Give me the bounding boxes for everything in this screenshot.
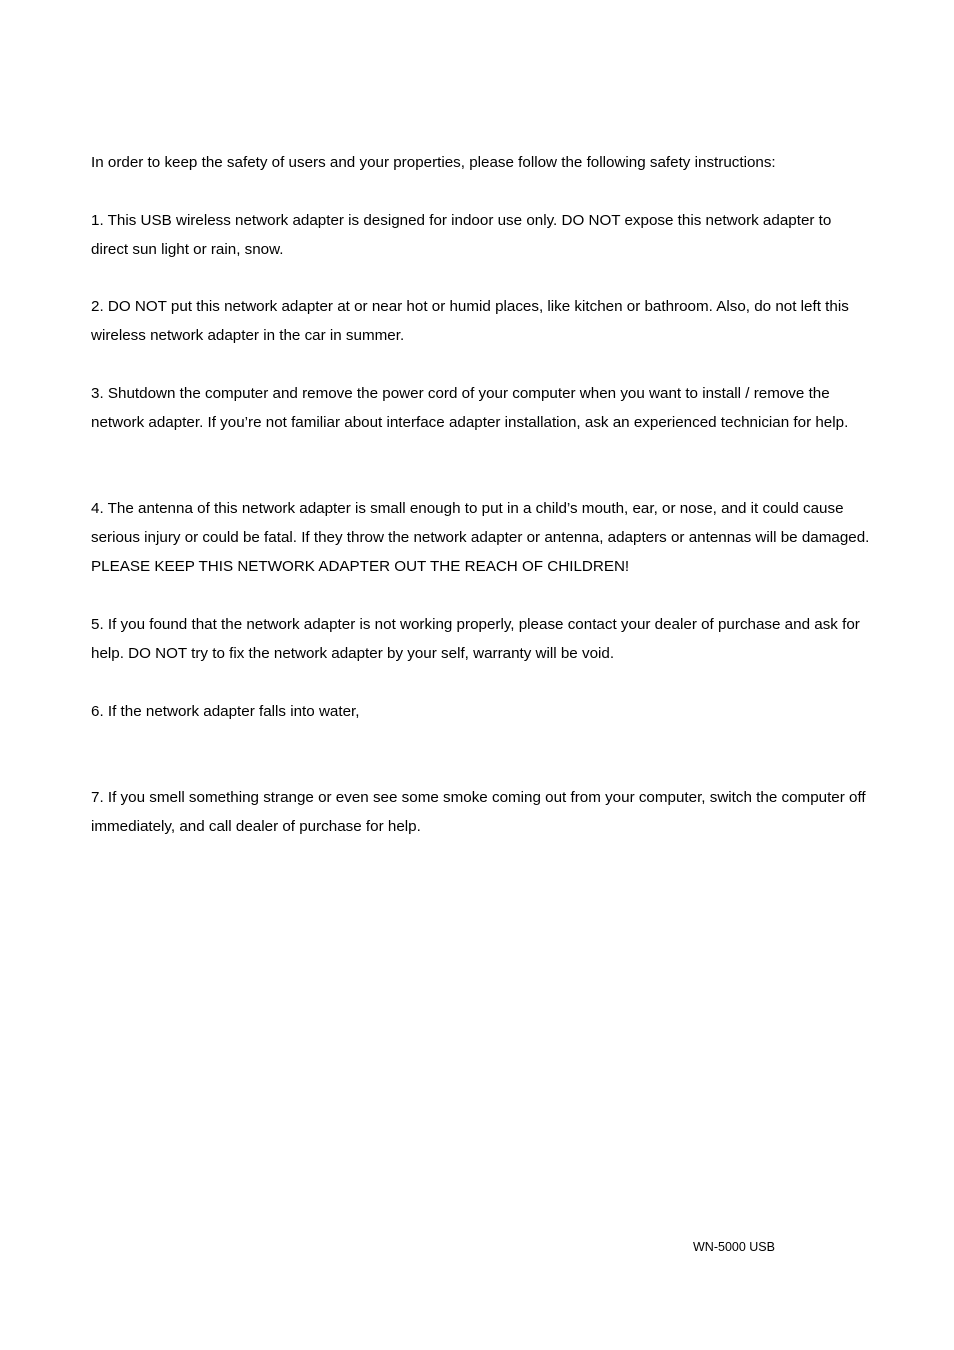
instruction-4: 4. The antenna of this network adapter is small enough to put in a child’s mouth, ear, or nose, and it could cause serious injury or could be fatal. If they throw the network adapter or antenna, adapters or antennas will be damaged. PLEASE KEEP THIS NETWORK ADAPTER OUT THE REACH OF CHILDREN!: [91, 500, 870, 575]
instruction-1: 1. This USB wireless network adapter is designed for indoor use only. DO NOT expose this network adapter to direct sun light or rain, snow.: [91, 212, 832, 258]
intro-paragraph: In order to keep the safety of users and your properties, please follow the following safety instructions:: [91, 154, 776, 171]
footer-model-label: WN-5000 USB: [693, 1240, 775, 1254]
instruction-6: 6. If the network adapter falls into water,: [91, 703, 360, 720]
instruction-5: 5. If you found that the network adapter is not working properly, please contact your dealer of purchase and ask for help. DO NOT try to fix the network adapter by your self, warranty will be void.: [91, 616, 860, 662]
instruction-3: 3. Shutdown the computer and remove the power cord of your computer when you want to install / remove the network adapter. If you’re not familiar about interface adapter installation, ask an experienced technician for help.: [91, 385, 849, 431]
instruction-2: 2. DO NOT put this network adapter at or near hot or humid places, like kitchen or bathroom. Also, do not left this wireless network adapter in the car in summer.: [91, 298, 849, 344]
instruction-7: 7. If you smell something strange or even see some smoke coming out from your computer, switch the computer off immediately, and call dealer of purchase for help.: [91, 789, 866, 835]
